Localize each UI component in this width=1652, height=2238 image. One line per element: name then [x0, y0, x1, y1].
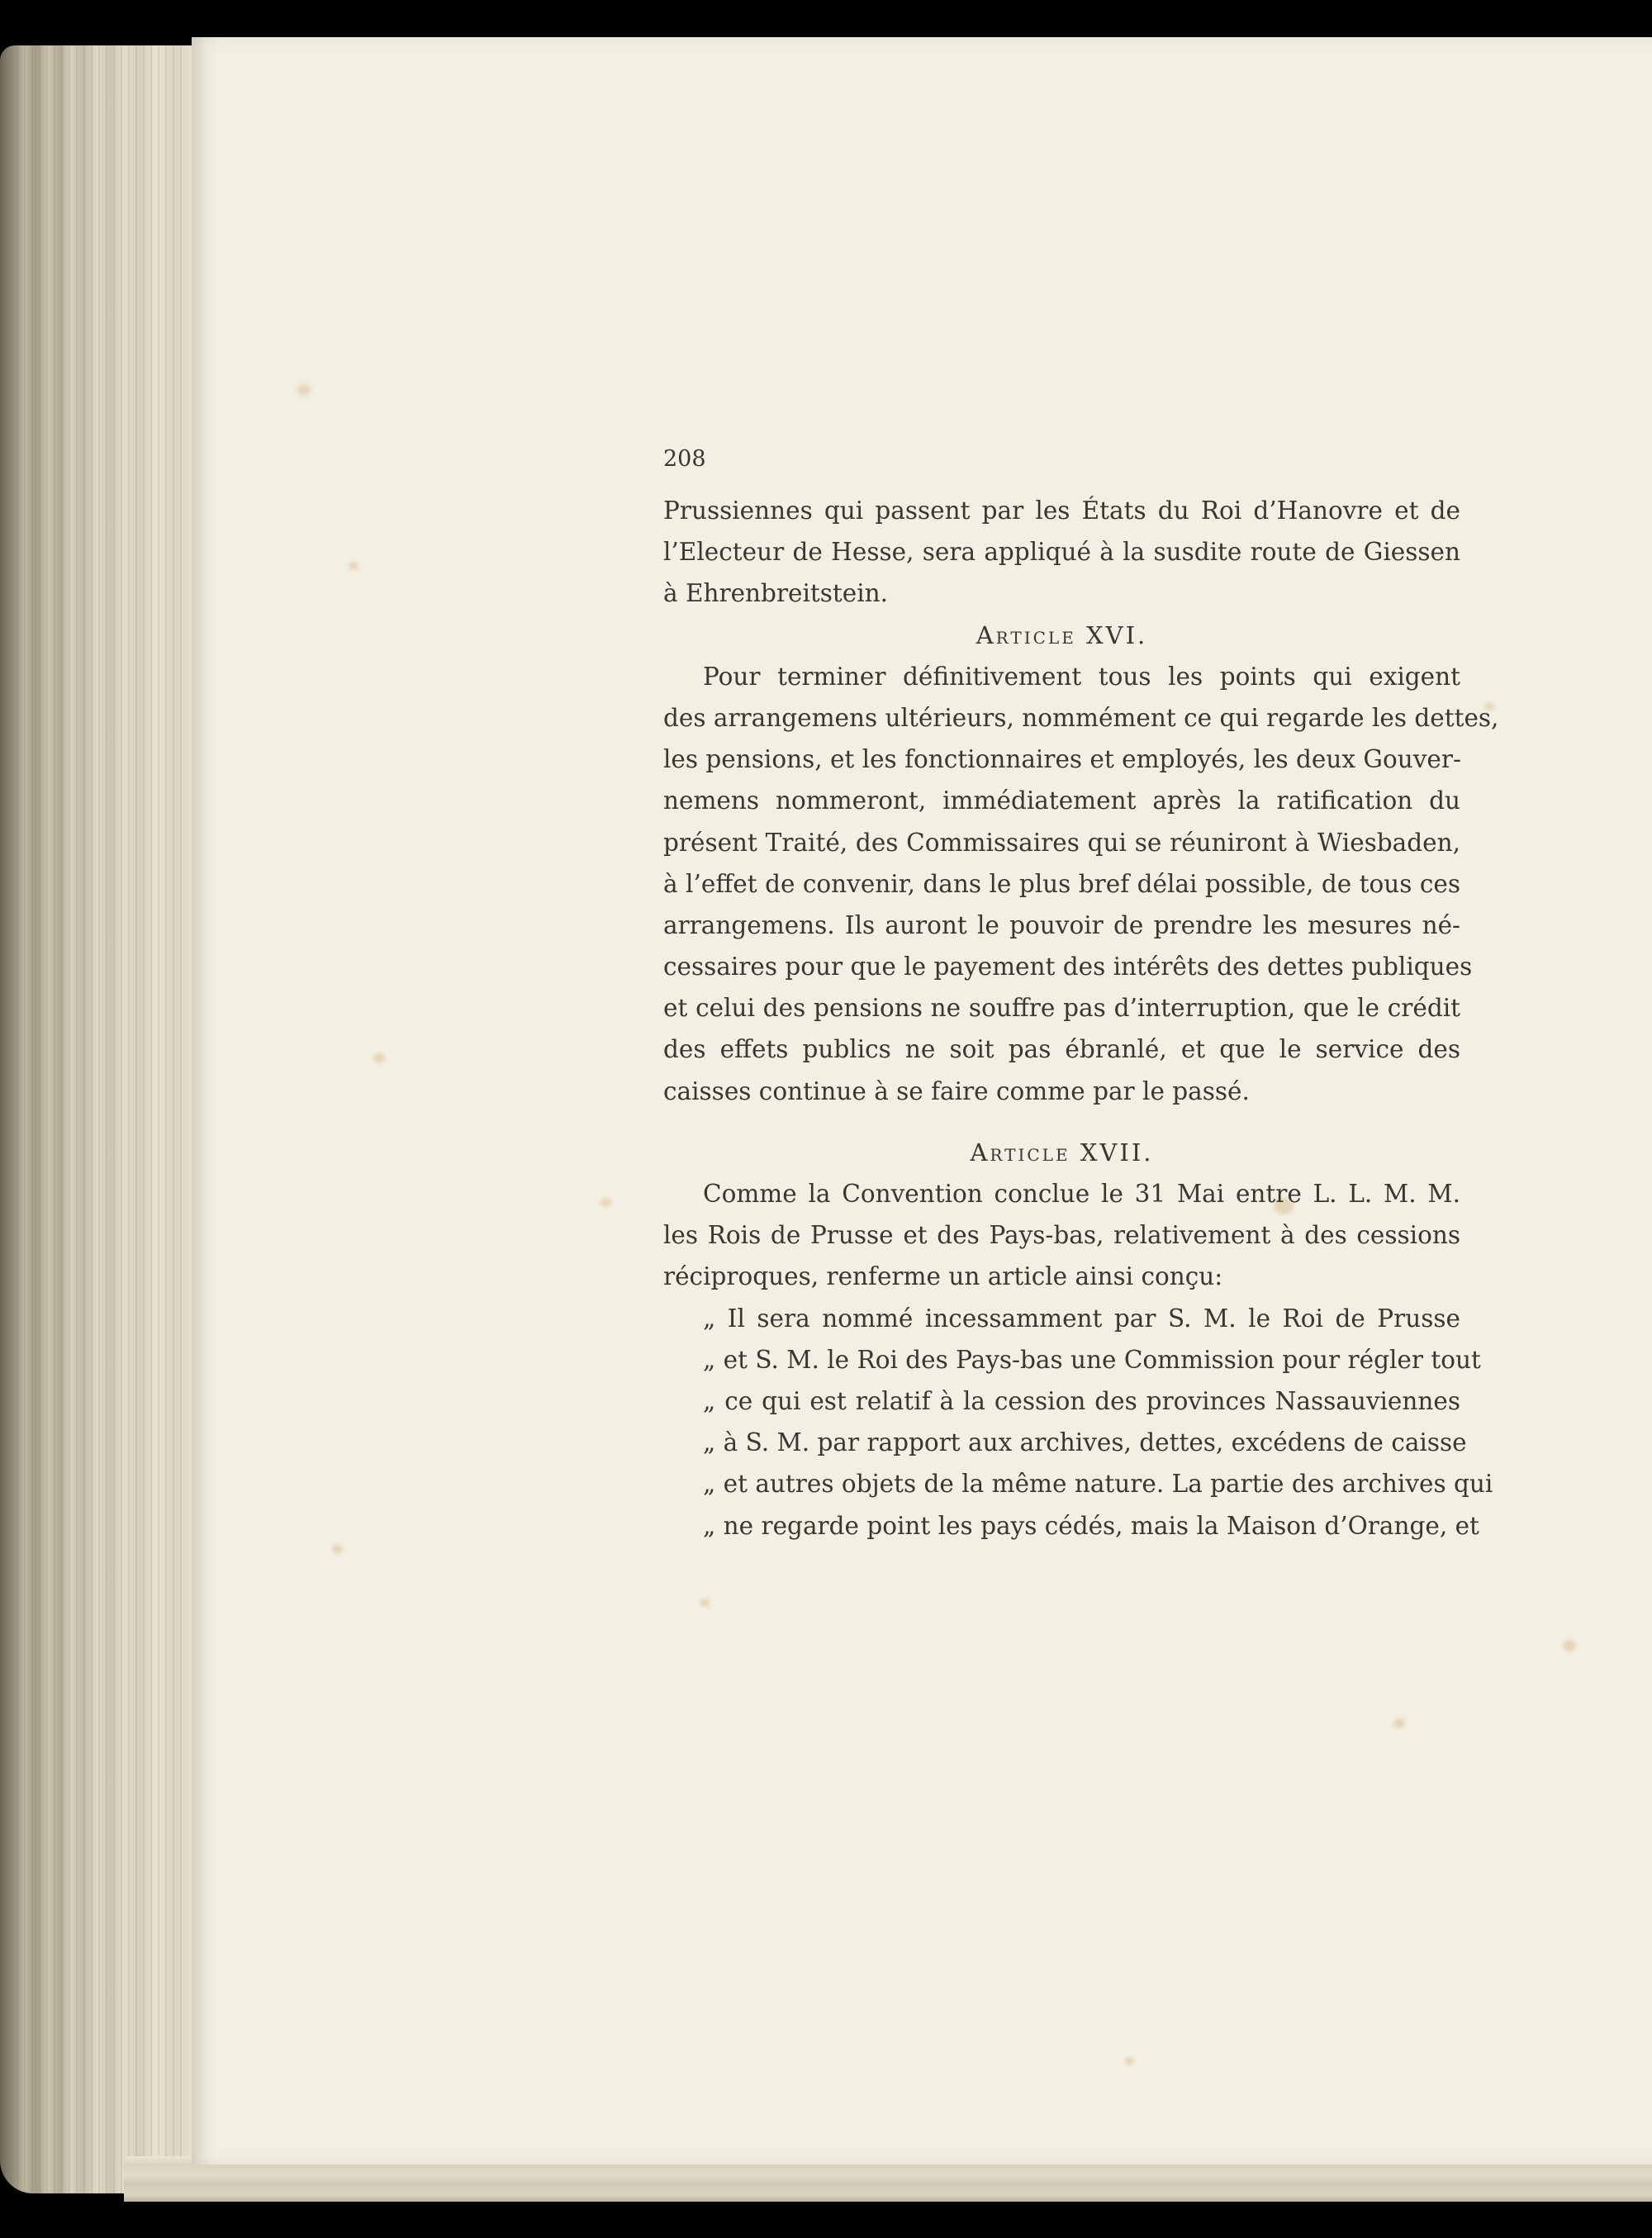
text-line: des effets publics ne soit pas ébranlé, et que le service des — [663, 1035, 1460, 1064]
article-heading: Article XVI. — [976, 620, 1148, 649]
text-line: nemens nommeront, immédiatement après la ratification du — [663, 786, 1460, 815]
text-line: „ et autres objets de la même nature. La partie des archives qui — [703, 1470, 1493, 1499]
foxing-spot — [332, 1545, 343, 1554]
foxing-spot — [1563, 1640, 1576, 1651]
text-line: „ ce qui est relatif à la cession des provinces Nassauviennes — [703, 1386, 1460, 1415]
text-line: les Rois de Prusse et des Pays-bas, relativement à des cessions — [663, 1221, 1460, 1250]
foxing-spot — [1125, 2057, 1134, 2065]
foxing-spot — [1393, 1718, 1405, 1728]
stacked-page-edges — [0, 45, 206, 2193]
text-line: Pour terminer définitivement tous les points qui exigent — [703, 662, 1460, 691]
text-line: „ à S. M. par rapport aux archives, dettes, excédens de caisse — [703, 1428, 1467, 1457]
text-line: l’Electeur de Hesse, sera appliqué à la susdite route de Giessen — [663, 538, 1460, 567]
article-heading: Article XVII. — [970, 1138, 1154, 1167]
text-line: „ Il sera nommé incessamment par S. M. le Roi de Prusse — [703, 1304, 1460, 1333]
text-line: Comme la Convention conclue le 31 Mai entre L. L. M. M. — [703, 1180, 1460, 1208]
text-line: cessaires pour que le payement des intérêts des dettes publiques — [663, 953, 1473, 981]
text-line: „ ne regarde point les pays cédés, mais la Maison d’Orange, et — [703, 1511, 1479, 1540]
text-line: des arrangemens ultérieurs, nommément ce qui regarde les dettes, — [663, 703, 1499, 732]
foxing-spot — [601, 1198, 611, 1207]
page-number: 208 — [663, 446, 706, 472]
foxing-spot — [349, 562, 358, 570]
foxing-spot — [700, 1599, 710, 1607]
text-line: „ et S. M. le Roi des Pays-bas une Commission pour régler tout — [703, 1345, 1481, 1374]
foxing-spot — [297, 384, 311, 396]
text-line: présent Traité, des Commissaires qui se réuniront à Wiesbaden, — [663, 828, 1460, 857]
text-line: et celui des pensions ne souffre pas d’interruption, que le crédit — [663, 994, 1460, 1023]
text-line: les pensions, et les fonctionnaires et employés, les deux Gouver- — [663, 745, 1461, 774]
text-line: à Ehrenbreitstein. — [663, 579, 889, 608]
text-line: arrangemens. Ils auront le pouvoir de prendre les mesures né- — [663, 910, 1460, 939]
text-line: caisses continue à se faire comme par le passé. — [663, 1076, 1250, 1105]
page-text — [663, 490, 1499, 1547]
paragraph-spacer — [663, 1112, 1460, 1132]
text-line: réciproques, renferme un article ainsi conçu: — [663, 1262, 1223, 1291]
text-line: Prussiennes qui passent par les États du Roi d’Hanovre et de — [663, 497, 1460, 525]
text-line: à l’effet de convenir, dans le plus bref délai possible, de tous ces — [663, 869, 1460, 898]
foxing-spot — [373, 1053, 385, 1063]
